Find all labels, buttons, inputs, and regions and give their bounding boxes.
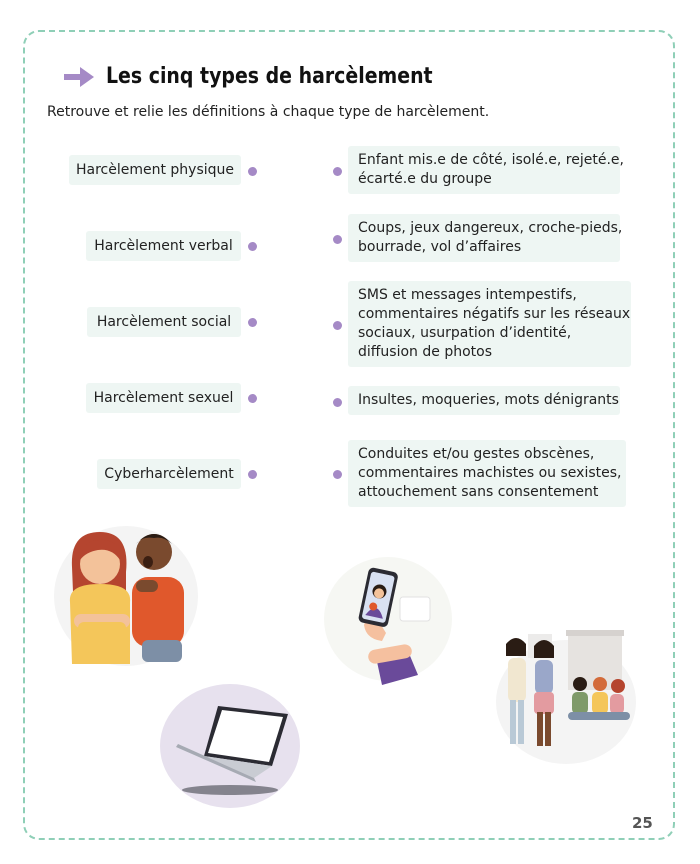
- type-dot-3[interactable]: [248, 318, 257, 327]
- type-box-sexuel: Harcèlement sexuel: [86, 383, 241, 413]
- definition-line: attouchement sans consentement: [358, 484, 599, 500]
- type-dot-5[interactable]: [248, 470, 257, 479]
- page-title: Les cinq types de harcèlement: [106, 64, 433, 89]
- group-exclusion-illustration: [494, 622, 636, 764]
- definition-line: SMS et messages intempestifs,: [358, 287, 577, 303]
- arrow-right-icon: [64, 67, 94, 87]
- type-box-physique: Harcèlement physique: [69, 155, 241, 185]
- definition-box-2: [348, 214, 623, 262]
- definition-box-5: [348, 440, 626, 507]
- type-dot-2[interactable]: [248, 242, 257, 251]
- definition-line: Coups, jeux dangereux, croche-pieds,: [358, 220, 623, 236]
- type-box-verbal: Harcèlement verbal: [86, 231, 241, 261]
- upset-girl-illustration: [52, 522, 202, 672]
- definition-dot-3[interactable]: [333, 321, 342, 330]
- definition-box-1: [348, 146, 624, 194]
- type-dot-4[interactable]: [248, 394, 257, 403]
- definition-line: Conduites et/ou gestes obscènes,: [358, 446, 595, 462]
- type-box-cyber: Cyberharcèlement: [97, 459, 241, 489]
- definition-dot-1[interactable]: [333, 167, 342, 176]
- definition-line: bourrade, vol d’affaires: [358, 239, 522, 255]
- instruction-text: Retrouve et relie les définitions à chaque type de harcèlement.: [47, 104, 490, 120]
- type-box-social: Harcèlement social: [87, 307, 241, 337]
- definition-dot-2[interactable]: [333, 235, 342, 244]
- definition-line: écarté.e du groupe: [358, 171, 492, 187]
- definition-dot-5[interactable]: [333, 470, 342, 479]
- title-row: [64, 64, 486, 89]
- definition-line: commentaires négatifs sur les réseaux: [358, 306, 631, 322]
- definition-line: Insultes, moqueries, mots dénigrants: [358, 392, 619, 408]
- definition-line: commentaires machistes ou sexistes,: [358, 465, 622, 481]
- definition-dot-4[interactable]: [333, 398, 342, 407]
- page-number: 25: [632, 814, 653, 832]
- definition-box-3: [348, 281, 631, 367]
- laptop-illustration: [160, 684, 302, 810]
- definition-box-4: [348, 386, 620, 415]
- definition-line: sociaux, usurpation d’identité,: [358, 325, 572, 341]
- hand-phone-illustration: [322, 555, 454, 687]
- type-dot-1[interactable]: [248, 167, 257, 176]
- definition-line: diffusion de photos: [358, 344, 492, 360]
- definition-line: Enfant mis.e de côté, isolé.e, rejeté.e,: [358, 152, 624, 168]
